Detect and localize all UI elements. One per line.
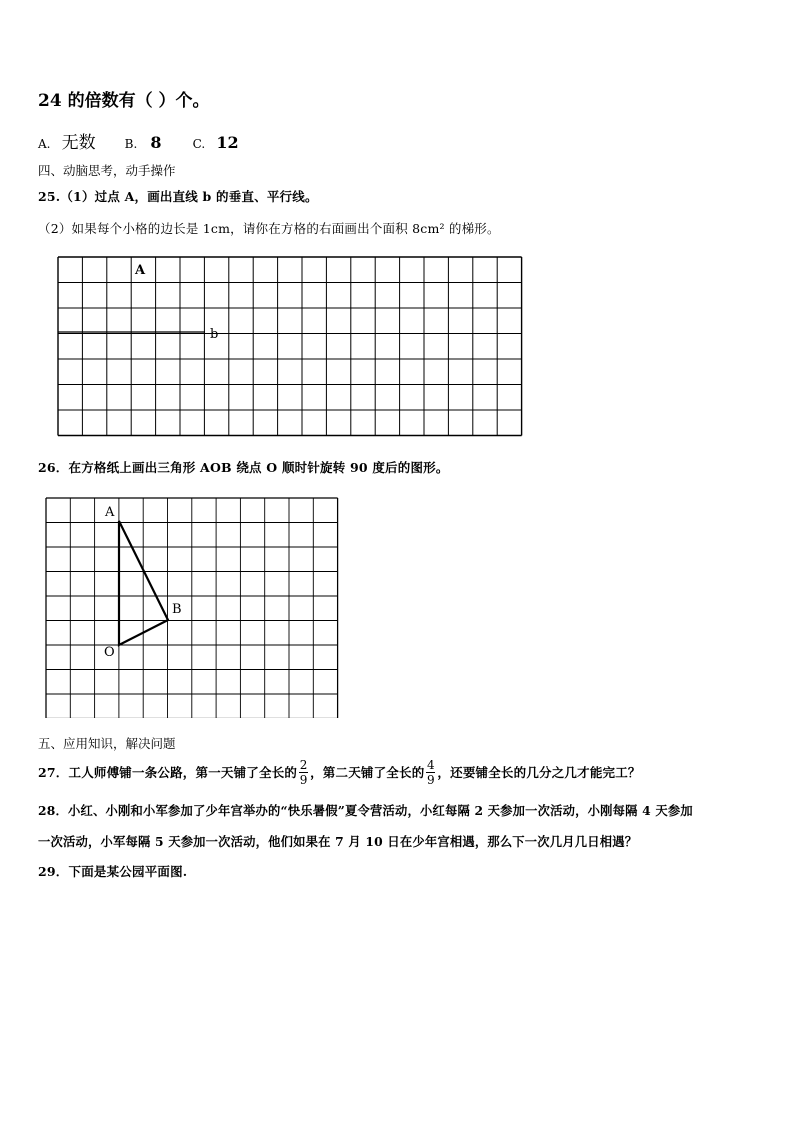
option-b-text: 8 [150, 133, 162, 152]
question-24-options [38, 128, 239, 153]
fraction-2-9 [299, 759, 308, 786]
option-c-text: 12 [216, 133, 239, 152]
question-28-line1: 28．小红、小刚和小军参加了少年宫举办的“快乐暑假”夏令营活动，小红每隔 2 天参加一次活动，小刚每隔 4 天参加 [38, 803, 693, 818]
option-c-label: C. [192, 137, 206, 151]
question-25-part2: （2）如果每个小格的边长是 1cm，请你在方格的右面画出个面积 8cm² 的梯形。 [38, 221, 500, 236]
fraction-1-denominator: 9 [299, 772, 308, 787]
fraction-2-denominator: 9 [427, 772, 435, 787]
question-26: 26．在方格纸上画出三角形 AOB 绕点 O 顺时针旋转 90 度后的图形。 [38, 460, 449, 475]
question-27-prefix: 27．工人师傅铺一条公路，第一天铺了全长的 [38, 765, 298, 780]
grid-q26 [44, 496, 340, 718]
question-29: 29．下面是某公园平面图. [38, 864, 188, 879]
fraction-2-numerator: 4 [427, 757, 435, 772]
question-27-suffix: ，还要铺全长的几分之几才能完工？ [437, 765, 641, 780]
option-a-text: 无数 [61, 133, 96, 153]
question-28-line2: 一次活动，小军每隔 5 天参加一次活动，他们如果在 7 月 10 日在少年宫相遇，那么下一次几月几日相遇？ [38, 834, 638, 849]
question-25-part1: 25.（1）过点 A，画出直线 b 的垂直、平行线。 [38, 189, 318, 204]
fraction-4-9 [426, 759, 435, 786]
question-27-middle: ，第二天铺了全长的 [310, 765, 425, 780]
vertex-a-label: A [105, 505, 115, 520]
grid-q25 [55, 252, 527, 438]
vertex-b-label: B [172, 602, 182, 617]
question-24: 24 的倍数有（ ）个。 [38, 91, 210, 111]
grid-q25-lines [58, 257, 522, 436]
option-a-label: A. [38, 137, 51, 151]
point-a-label: A [135, 263, 146, 278]
section-4-title: 四、动脑思考，动手操作 [38, 163, 176, 178]
grid-q26-lines [46, 498, 338, 718]
vertex-o-label: O [104, 645, 115, 660]
fraction-1-numerator: 2 [299, 757, 308, 772]
section-5-title: 五、应用知识，解决问题 [38, 736, 176, 751]
question-27 [38, 757, 641, 787]
line-b-label: b [210, 327, 219, 342]
option-b-label: B. [124, 137, 138, 151]
